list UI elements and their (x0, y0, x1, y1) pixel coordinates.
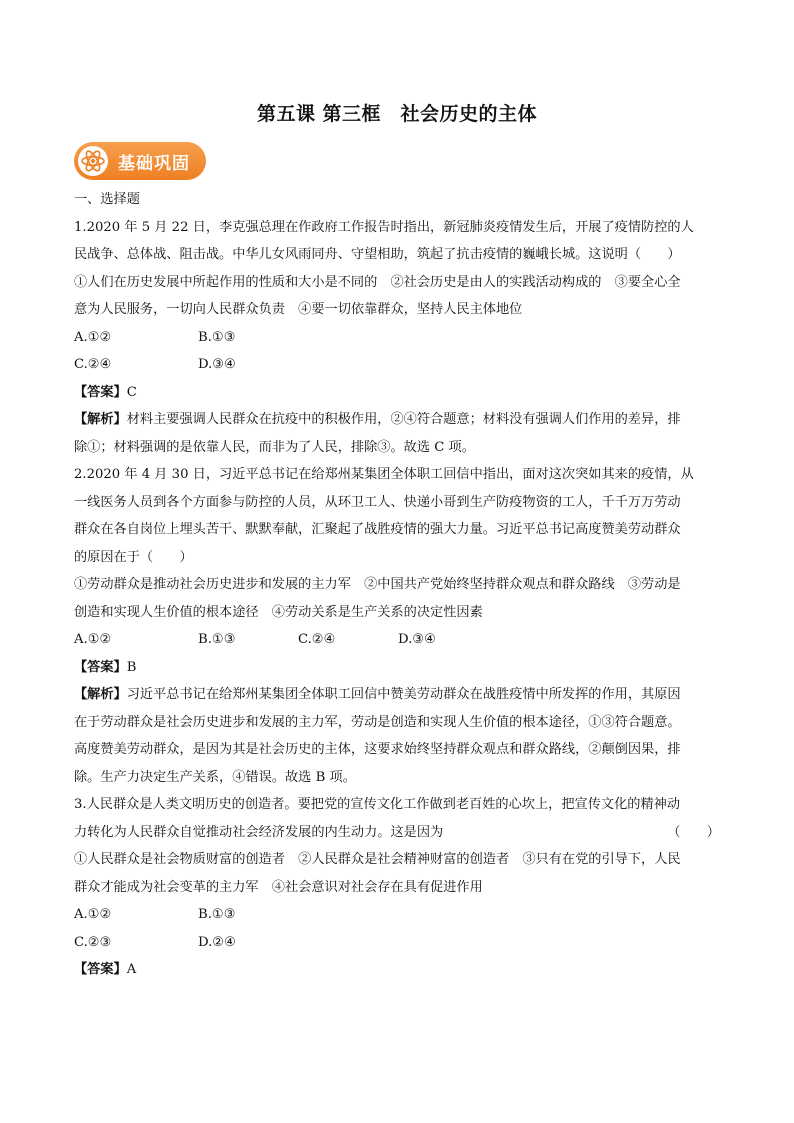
q1-analysis-line: 除①；材料强调的是依靠人民，而非为了人民，排除③。故选 C 项。 (74, 439, 475, 455)
answer-label: 【答案】 (74, 659, 127, 675)
q1-items-line: ①人们在历史发展中所起作用的性质和大小是不同的 ②社会历史是由人的实践活动构成的 ③要全心全 (74, 274, 681, 290)
q3-answer (74, 956, 720, 984)
q2-items-line: ①劳动群众是推动社会历史进步和发展的主力军 ②中国共产党始终坚持群众观点和群众路线 ③劳动是 (74, 577, 681, 592)
q2-answer (74, 654, 720, 682)
q1-option-c: C.②④ (74, 357, 112, 372)
q3-answer-blank: （ ） (667, 824, 720, 840)
q3-option-d: D.②④ (198, 934, 236, 950)
q2-option-b: B.①③ (198, 632, 236, 647)
question-content (74, 186, 720, 984)
q1-items-line: 意为人民服务，一切向人民群众负责 ④要一切依靠群众，坚持人民主体地位 (74, 302, 523, 317)
q1-option-a: A.①② (74, 329, 112, 345)
q2-stem-line: 群众在各自岗位上埋头苦干、默默奉献，汇聚起了战胜疫情的强大力量。习近平总书记高度赞美劳动群众 (74, 522, 681, 537)
q3-option-a: A.①② (74, 907, 112, 922)
q2-analysis-line: 除。生产力决定生产关系，④错误。故选 B 项。 (74, 769, 356, 785)
q1-analysis-line (74, 406, 720, 434)
atom-icon (78, 146, 108, 176)
q1-answer-value: C (126, 384, 137, 400)
q3-options-row (74, 901, 720, 929)
q3-items-line: 群众才能成为社会变革的主力军 ④社会意识对社会存在具有促进作用 (74, 879, 483, 895)
analysis-label: 【解析】 (74, 412, 127, 427)
q2-option-d: D.③④ (398, 632, 436, 647)
q3-stem-line: 3.人民群众是人类文明历史的创造者。要把党的宣传文化工作做到老百姓的心坎上，把宣传文化的精神动 (74, 797, 681, 812)
q1-analysis-text: 材料主要强调人民群众在抗疫中的积极作用，②④符合题意；材料没有强调人们作用的差异，排 (126, 412, 681, 427)
q1-options-row (74, 324, 720, 352)
answer-label: 【答案】 (74, 962, 127, 977)
q1-answer (74, 379, 720, 407)
q2-analysis-text: 习近平总书记在给郑州某集团全体职工回信中赞美劳动群众在战胜疫情中所发挥的作用，其原因 (126, 687, 681, 702)
q3-options-row (74, 929, 720, 957)
q2-answer-value: B (126, 659, 137, 675)
q2-stem-line: 的原因在于（ ） (74, 549, 193, 565)
q2-stem-line: 2.2020 年 4 月 30 日，习近平总书记在给郑州某集团全体职工回信中指出，面对这次突如其来的疫情，从 (74, 467, 694, 482)
q2-analysis-line: 高度赞美劳动群众，是因为其是社会历史的主体，这要求始终坚持群众观点和群众路线，②颠倒因果，排 (74, 742, 681, 757)
q1-stem-line: 1.2020 年 5 月 22 日，李克强总理在作政府工作报告时指出，新冠肺炎疫情发生后，开展了疫情防控的人 (74, 219, 694, 235)
section-badge (74, 142, 206, 180)
answer-label: 【答案】 (74, 384, 127, 400)
q2-items-line: 创造和实现人生价值的根本途径 ④劳动关系是生产关系的决定性因素 (74, 604, 483, 620)
q1-option-d: D.③④ (198, 357, 236, 372)
q2-analysis-line (74, 681, 720, 709)
section-heading: 一、选择题 (74, 192, 140, 207)
q3-stem-text: 力转化为人民群众自觉推动社会经济发展的内生动力。这是因为 (74, 824, 444, 840)
q3-option-c: C.②③ (74, 934, 112, 950)
q3-option-b: B.①③ (198, 907, 236, 922)
q1-options-row (74, 351, 720, 379)
badge-label: 基础巩固 (118, 153, 190, 174)
q3-stem-line (74, 819, 720, 847)
q3-items-line: ①人民群众是社会物质财富的创造者 ②人民群众是社会精神财富的创造者 ③只有在党的引导下，人民 (74, 852, 681, 867)
q2-options-row (74, 626, 720, 654)
q1-option-b: B.①③ (198, 329, 236, 345)
q2-option-a: A.①② (74, 632, 112, 647)
q3-answer-value: A (126, 962, 137, 977)
q2-analysis-line: 在于劳动群众是社会历史进步和发展的主力军，劳动是创造和实现人生价值的根本途径，①③符合题意。 (74, 714, 681, 730)
page-title: 第五课 第三框 社会历史的主体 (256, 103, 538, 125)
q1-stem-line: 民战争、总体战、阻击战。中华儿女风雨同舟、守望相助，筑起了抗击疫情的巍峨长城。这说明（ ） (74, 247, 681, 262)
q2-option-c: C.②④ (298, 632, 336, 647)
q2-stem-line: 一线医务人员到各个方面参与防控的人员，从环卫工人、快递小哥到生产防疫物资的工人，千千万万劳动 (74, 494, 681, 510)
analysis-label: 【解析】 (74, 687, 127, 702)
